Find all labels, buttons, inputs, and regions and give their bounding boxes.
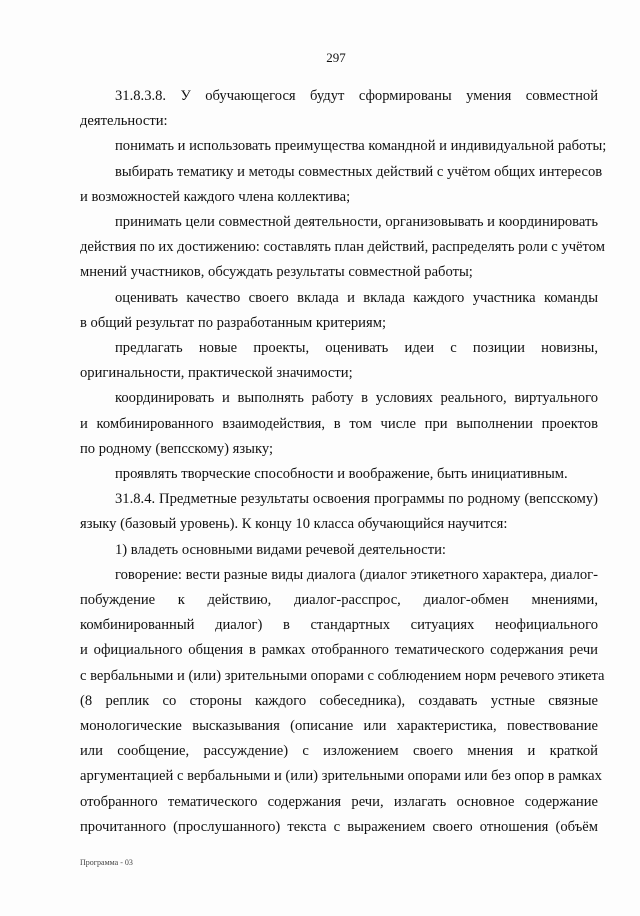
document-body — [80, 84, 607, 840]
text-line: и возможностей каждого члена коллектива; — [80, 188, 351, 205]
text-line: оригинальности, практической значимости; — [80, 365, 353, 382]
text-line: выбирать тематику и методы совместных действий с учётом общих интересов — [115, 163, 603, 180]
page-footer: Программа - 03 — [80, 858, 133, 867]
text-line: деятельности: — [80, 113, 168, 130]
text-line: принимать цели совместной деятельности, организовывать и координировать — [115, 214, 598, 231]
text-line: мнений участников, обсуждать результаты совместной работы; — [80, 264, 473, 281]
text-line: 1) владеть основными видами речевой деятельности: — [115, 541, 446, 558]
text-line: и комбинированного взаимодействия, в том числе при выполнении проектов — [80, 415, 598, 432]
text-line: предлагать новые проекты, оценивать идеи с позиции новизны, — [115, 340, 598, 357]
text-line: и официального общения в рамках отобранного тематического содержания речи — [80, 642, 598, 659]
text-line: или сообщение, рассуждение) с изложением своего мнения и краткой — [80, 743, 598, 760]
text-line: по родному (вепсскому) языку; — [80, 440, 274, 457]
page-number: 297 — [326, 50, 346, 65]
text-line: аргументацией с вербальными и (или) зрительными опорами или без опор в рамках — [80, 768, 602, 785]
text-line: в общий результат по разработанным критериям; — [80, 314, 386, 331]
text-line: монологические высказывания (описание или характеристика, повествование — [80, 718, 598, 735]
text-line: прочитанного (прослушанного) текста с выражением своего отношения (объём — [80, 818, 598, 835]
text-line: оценивать качество своего вклада и вклада каждого участника команды — [115, 289, 598, 306]
text-line: координировать и выполнять работу в условиях реального, виртуального — [115, 390, 598, 407]
text-line: побуждение к действию, диалог-расспрос, диалог-обмен мнениями, — [80, 592, 598, 609]
text-line: комбинированный диалог) в стандартных ситуациях неофициального — [80, 617, 598, 634]
text-line: проявлять творческие способности и воображение, быть инициативным. — [115, 466, 568, 483]
text-line: говорение: вести разные виды диалога (диалог этикетного характера, диалог- — [115, 566, 598, 583]
text-line: отобранного тематического содержания речи, излагать основное содержание — [80, 793, 598, 810]
text-line: действия по их достижению: составлять план действий, распределять роли с учётом — [80, 239, 605, 256]
text-line: (8 реплик со стороны каждого собеседника), создавать устные связные — [80, 692, 598, 709]
text-line: 31.8.3.8. У обучающегося будут сформированы умения совместной — [115, 88, 598, 104]
text-line: 31.8.4. Предметные результаты освоения программы по родному (вепсскому) — [115, 491, 598, 508]
text-line: языку (базовый уровень). К концу 10 класса обучающийся научится: — [80, 516, 508, 533]
text-line: понимать и использовать преимущества командной и индивидуальной работы; — [115, 138, 607, 155]
text-line: с вербальными и (или) зрительными опорами с соблюдением норм речевого этикета — [80, 667, 605, 684]
